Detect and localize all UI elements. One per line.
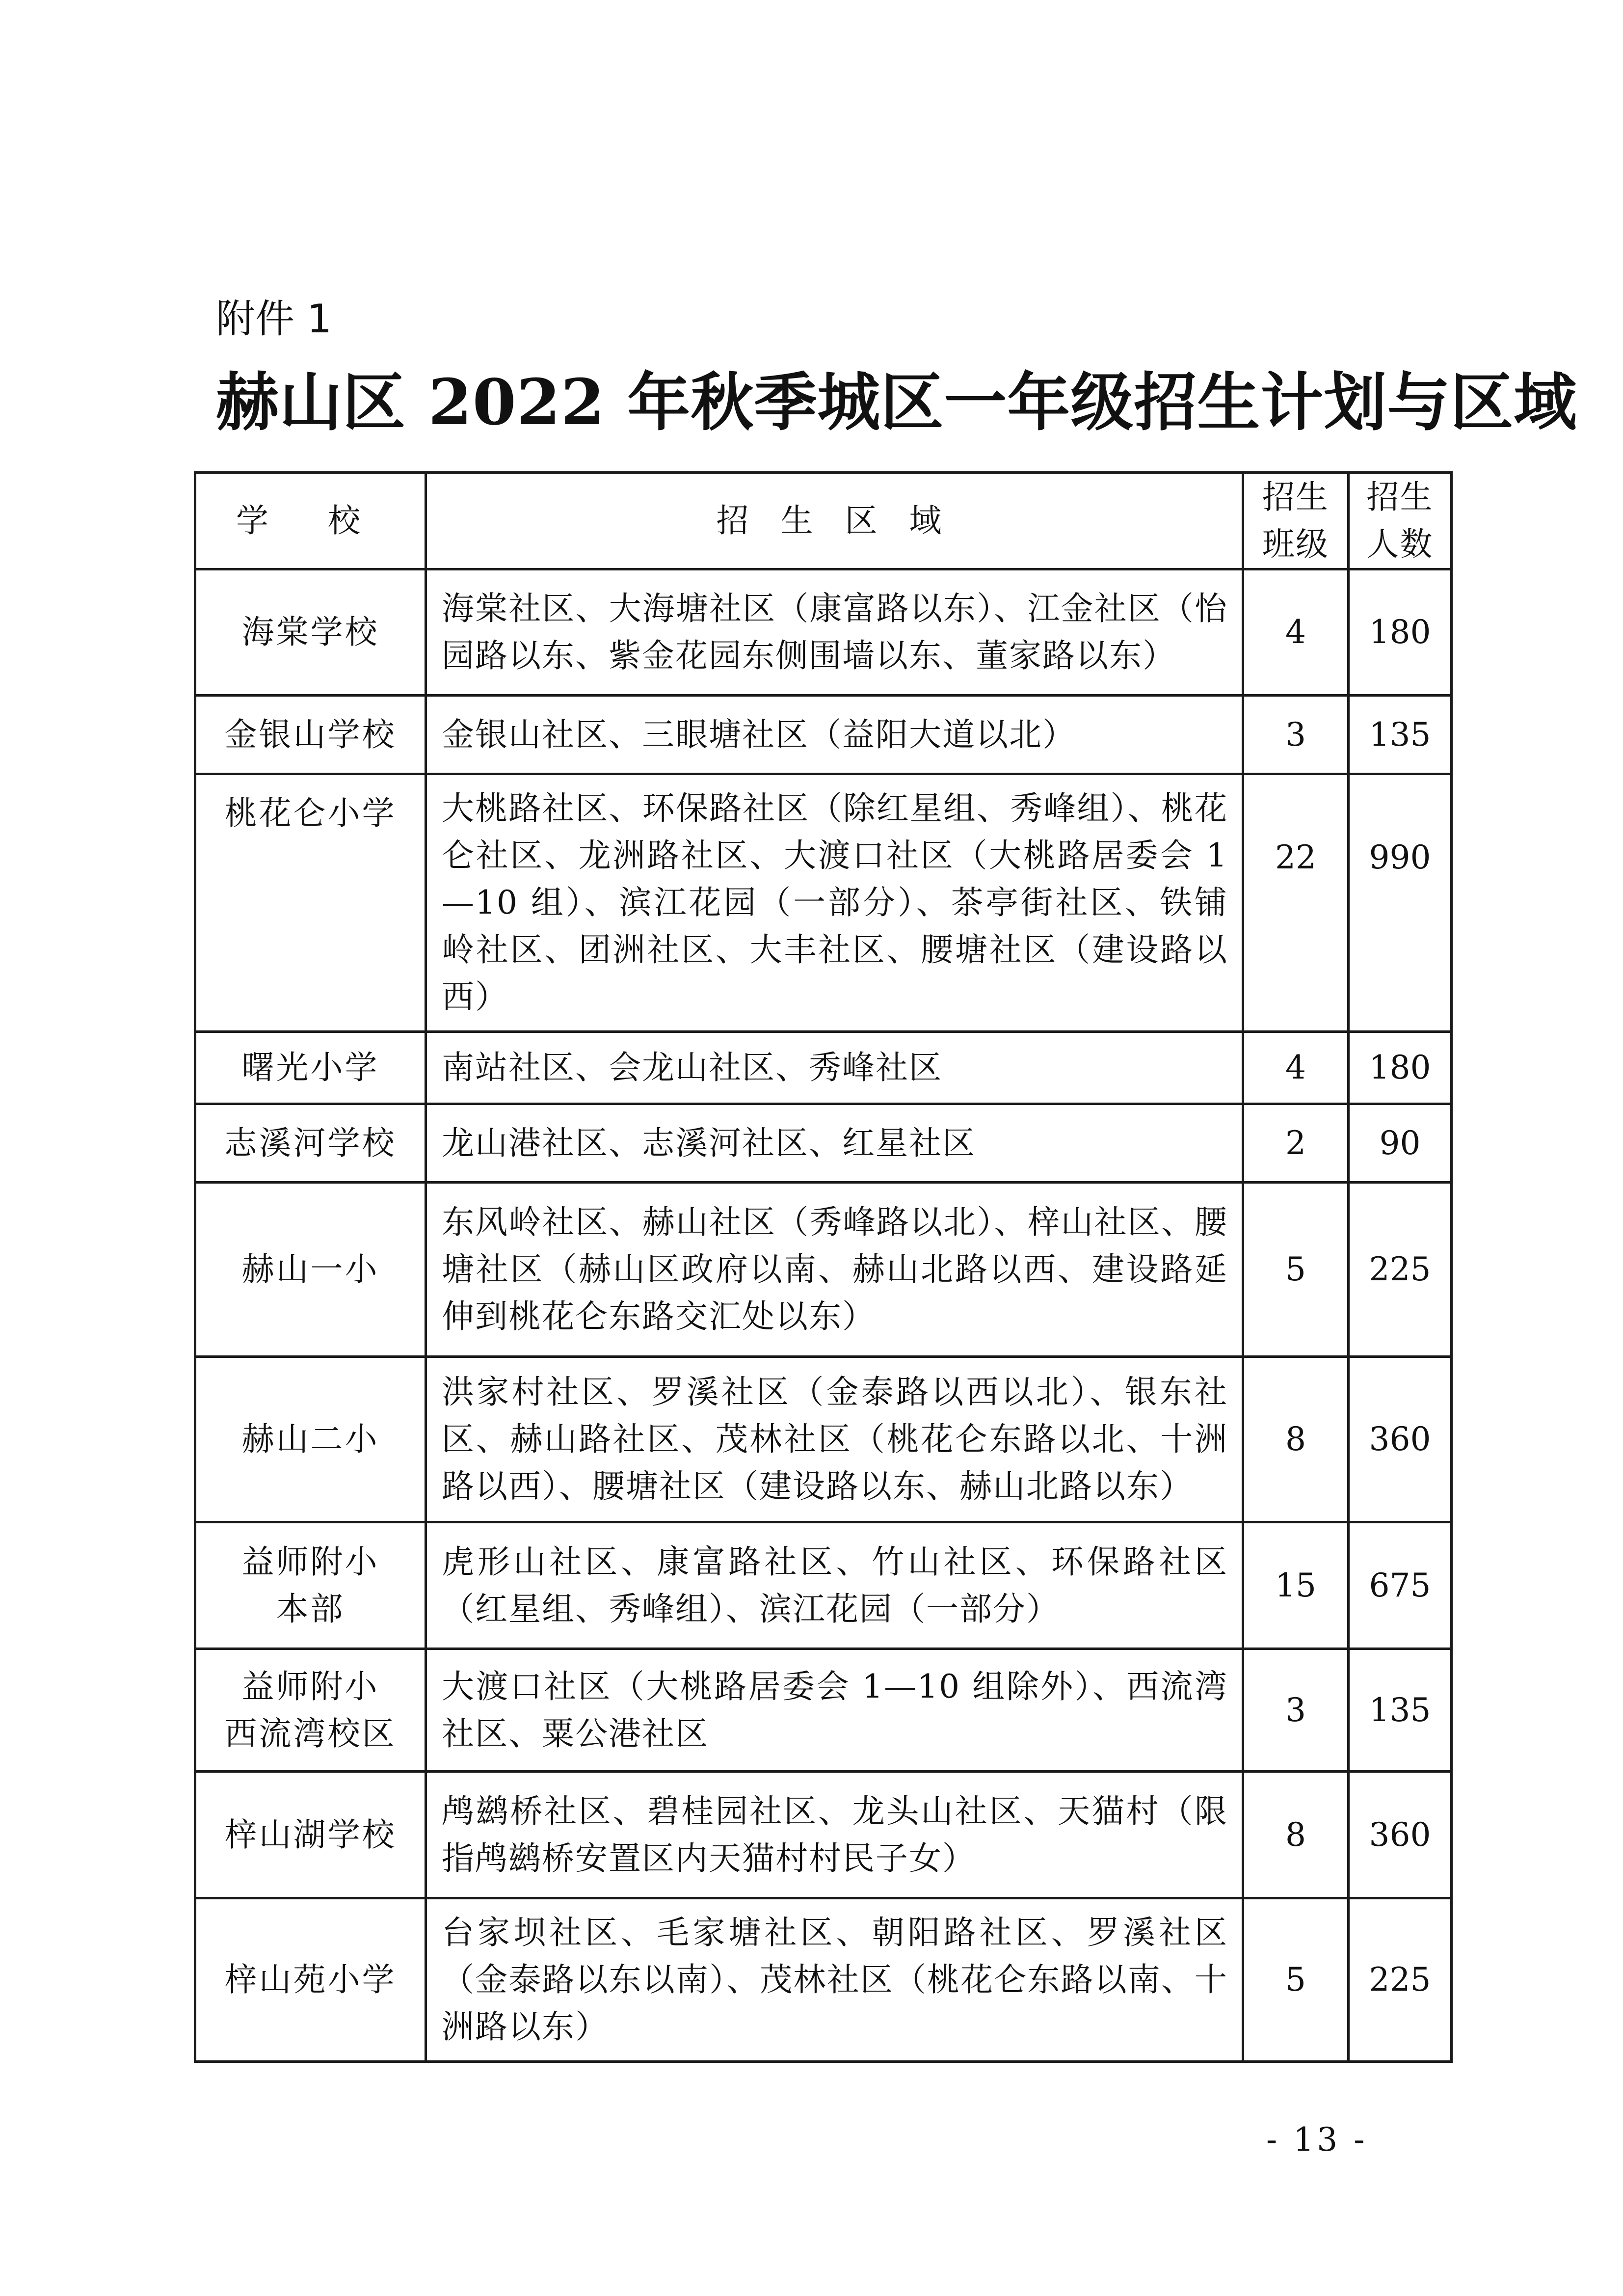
class-count: 4: [1243, 1032, 1349, 1104]
attachment-label: 附件 1: [216, 296, 332, 342]
table-row: [195, 696, 1452, 774]
table-row: [195, 1649, 1452, 1772]
enrollment-area: 东风岭社区、赫山社区（秀峰路以北）、梓山社区、腰塘社区（赫山区政府以南、赫山北路以西、建设路延伸到桃花仑东路交汇处以东）: [426, 1183, 1243, 1357]
enrollment-area: 鸬鹚桥社区、碧桂园社区、龙头山社区、天猫村（限指鸬鹚桥安置区内天猫村村民子女）: [426, 1772, 1243, 1898]
class-count: 8: [1243, 1772, 1349, 1898]
school-name: 金银山学校: [195, 696, 426, 774]
enrollment-area: 台家坝社区、毛家塘社区、朝阳路社区、罗溪社区（金泰路以东以南）、茂林社区（桃花仑东路以南、十洲路以东）: [426, 1898, 1243, 2062]
student-count: 180: [1349, 569, 1452, 696]
student-count: 990: [1349, 774, 1452, 1032]
header-count: [1349, 473, 1452, 569]
header-classes: [1243, 473, 1349, 569]
table-row: [195, 1183, 1452, 1357]
school-name: 梓山湖学校: [195, 1772, 426, 1898]
school-name-line1: 益师附小: [241, 1667, 379, 1705]
class-count: 2: [1243, 1104, 1349, 1183]
school-name: 赫山二小: [195, 1357, 426, 1522]
school-name-line2: 本部: [276, 1590, 345, 1628]
class-count: 15: [1243, 1522, 1349, 1649]
student-count: 135: [1349, 1649, 1452, 1772]
class-count: 5: [1243, 1898, 1349, 2062]
class-count: 3: [1243, 1649, 1349, 1772]
student-count: 135: [1349, 696, 1452, 774]
school-name: 海棠学校: [195, 569, 426, 696]
page-number: - 13 -: [1266, 2121, 1368, 2159]
student-count: 675: [1349, 1522, 1452, 1649]
table-header-row: [195, 473, 1452, 569]
table-row: [195, 1772, 1452, 1898]
enrollment-area: 龙山港社区、志溪河社区、红星社区: [426, 1104, 1243, 1183]
student-count: 180: [1349, 1032, 1452, 1104]
enrollment-area: 虎形山社区、康富路社区、竹山社区、环保路社区（红星组、秀峰组）、滨江花园（一部分）: [426, 1522, 1243, 1649]
school-name-line2: 西流湾校区: [224, 1714, 397, 1753]
table-row: [195, 1898, 1452, 2062]
school-name: 梓山苑小学: [195, 1898, 426, 2062]
school-name: 曙光小学: [195, 1032, 426, 1104]
class-count: 5: [1243, 1183, 1349, 1357]
header-school: 学 校: [195, 473, 426, 569]
class-count: 22: [1243, 774, 1349, 1032]
page-title: 赫山区 2022 年秋季城区一年级招生计划与区域: [216, 366, 1577, 439]
school-name: [195, 1649, 426, 1772]
enrollment-area: 洪家村社区、罗溪社区（金泰路以西以北）、银东社区、赫山路社区、茂林社区（桃花仑东路以北、十洲路以西）、腰塘社区（建设路以东、赫山北路以东）: [426, 1357, 1243, 1522]
class-count: 8: [1243, 1357, 1349, 1522]
header-count-line2: 人数: [1366, 525, 1434, 563]
school-name-line1: 益师附小: [241, 1542, 379, 1581]
table-row: [195, 569, 1452, 696]
enrollment-plan-table: [194, 471, 1453, 2063]
header-area: 招 生 区 域: [426, 473, 1243, 569]
table-row: [195, 1032, 1452, 1104]
student-count: 360: [1349, 1772, 1452, 1898]
class-count: 3: [1243, 696, 1349, 774]
student-count: 90: [1349, 1104, 1452, 1183]
header-count-line1: 招生: [1366, 478, 1434, 516]
table-row: [195, 774, 1452, 1032]
school-name: [195, 1522, 426, 1649]
enrollment-area: 金银山社区、三眼塘社区（益阳大道以北）: [426, 696, 1243, 774]
header-classes-line2: 班级: [1262, 525, 1329, 563]
school-name: 桃花仑小学: [195, 774, 426, 1032]
student-count: 225: [1349, 1898, 1452, 2062]
enrollment-area: 南站社区、会龙山社区、秀峰社区: [426, 1032, 1243, 1104]
enrollment-area: 大桃路社区、环保路社区（除红星组、秀峰组）、桃花仑社区、龙洲路社区、大渡口社区（大桃路居委会 1—10 组）、滨江花园（一部分）、茶亭街社区、铁铺岭社区、团洲社区、大丰社区、腰塘社区（建设路以西）: [426, 774, 1243, 1032]
student-count: 360: [1349, 1357, 1452, 1522]
school-name: 赫山一小: [195, 1183, 426, 1357]
header-classes-line1: 招生: [1262, 478, 1329, 516]
enrollment-area: 海棠社区、大海塘社区（康富路以东）、江金社区（怡园路以东、紫金花园东侧围墙以东、董家路以东）: [426, 569, 1243, 696]
student-count: 225: [1349, 1183, 1452, 1357]
class-count: 4: [1243, 569, 1349, 696]
enrollment-area: 大渡口社区（大桃路居委会 1—10 组除外）、西流湾社区、粟公港社区: [426, 1649, 1243, 1772]
table-row: [195, 1357, 1452, 1522]
school-name: 志溪河学校: [195, 1104, 426, 1183]
table-row: [195, 1522, 1452, 1649]
table-row: [195, 1104, 1452, 1183]
